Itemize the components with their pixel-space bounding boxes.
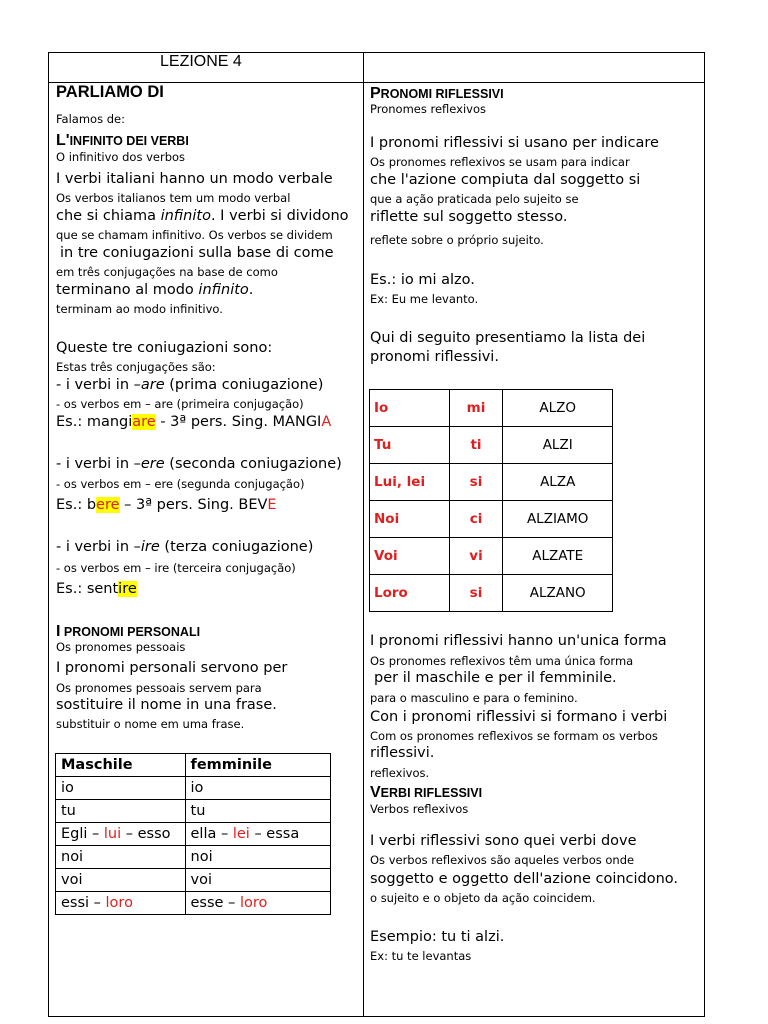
- header-maschile: Maschile: [56, 754, 186, 777]
- subject-pronoun: Io: [370, 390, 450, 427]
- table-row: [56, 800, 331, 823]
- verb-form: ALZO: [503, 390, 613, 427]
- cell-maschile: voi: [56, 869, 186, 892]
- reflexive-pronoun: ti: [449, 427, 503, 464]
- coniugazioni-intro-pt: Estas três conjugações são:: [56, 360, 216, 374]
- riflessivi-example-it: Es.: io mi alzo.: [370, 272, 475, 288]
- section-heading: PARLIAMO DI: [56, 83, 164, 101]
- lesson-title: LEZIONE 4: [160, 53, 242, 70]
- reflexive-pronoun: mi: [449, 390, 503, 427]
- forma-line2-pt: para o masculino e para o feminino.: [370, 691, 578, 705]
- second-example: Es.: bere – 3ª pers. Sing. BEVE: [56, 497, 277, 513]
- reflexive-pronoun: vi: [449, 538, 503, 575]
- verbi-line2-pt: o sujeito e o objeto da ação coincidem.: [370, 891, 596, 905]
- header-femminile: femminile: [185, 754, 330, 777]
- riflessivi-line2-it: che l'azione compiuta dal soggetto si: [370, 172, 641, 188]
- table-row: [56, 777, 331, 800]
- reflexive-pronoun: ci: [449, 501, 503, 538]
- reflexive-row: [370, 464, 613, 501]
- forma-line1-pt: Os pronomes reflexivos têm uma única forma: [370, 654, 634, 668]
- verbi-line2-it: soggetto e oggetto dell'azione coincidono.: [370, 871, 679, 887]
- riflessivi-line3-pt: reflete sobre o próprio sujeito.: [370, 233, 544, 247]
- table-row: [56, 823, 331, 846]
- intro-pt: Falamos de:: [56, 112, 125, 126]
- infinito-line4-pt: terminam ao modo infinitivo.: [56, 302, 223, 316]
- cell-femminile: esse – loro: [185, 892, 330, 915]
- forma-line1-it: I pronomi riflessivi hanno un'unica forma: [370, 633, 667, 649]
- table-header-row: [56, 754, 331, 777]
- first-example: Es.: mangiare - 3ª pers. Sing. MANGIA: [56, 414, 332, 430]
- verb-form: ALZA: [503, 464, 613, 501]
- first-coniugazione-it: - i verbi in –are (prima coniugazione): [56, 377, 324, 393]
- cell-maschile: essi – loro: [56, 892, 186, 915]
- riflessivi-title: PRONOMI RIFLESSIVI: [370, 85, 504, 102]
- infinito-line2-it: che si chiama infinito. I verbi si dividono: [56, 208, 349, 224]
- riflessivi-line3-it: riflette sul soggetto stesso.: [370, 209, 568, 225]
- infinito-line1-it: I verbi italiani hanno un modo verbale: [56, 171, 333, 187]
- coniugazioni-intro-it: Queste tre coniugazioni sono:: [56, 340, 273, 356]
- cell-femminile: voi: [185, 869, 330, 892]
- reflexive-row: [370, 427, 613, 464]
- reflexive-row: [370, 501, 613, 538]
- verb-form: ALZIAMO: [503, 501, 613, 538]
- subject-pronoun: Loro: [370, 575, 450, 612]
- reflexive-pronoun: si: [449, 575, 503, 612]
- riflessivi-table: [369, 389, 613, 612]
- first-coniugazione-pt: - os verbos em – are (primeira conjugação): [56, 397, 304, 411]
- infinito-line3-it: in tre coniugazioni sulla base di come: [60, 245, 334, 261]
- verbi-example-it: Esempio: tu ti alzi.: [370, 929, 505, 945]
- personali-title-pt: Os pronomes pessoais: [56, 640, 186, 654]
- subject-pronoun: Voi: [370, 538, 450, 575]
- subject-pronoun: Tu: [370, 427, 450, 464]
- table-row: [56, 892, 331, 915]
- verbi-title: VERBI RIFLESSIVI: [370, 784, 483, 801]
- personali-table: [55, 753, 331, 915]
- third-example: Es.: sentire: [56, 581, 137, 597]
- verbi-line1-pt: Os verbos reflexivos são aqueles verbos onde: [370, 853, 635, 867]
- subject-pronoun: Noi: [370, 501, 450, 538]
- infinito-line4-it: terminano al modo infinito.: [56, 282, 254, 298]
- third-coniugazione-pt: - os verbos em – ire (terceira conjugação): [56, 561, 296, 575]
- infinito-line1-pt: Os verbos italianos tem um modo verbal: [56, 191, 291, 205]
- cell-maschile: Egli – lui – esso: [56, 823, 186, 846]
- forma-line3-it: Con i pronomi riflessivi si formano i verbi: [370, 709, 668, 725]
- forma-line2-it: per il maschile e per il femminile.: [374, 670, 617, 686]
- cell-maschile: io: [56, 777, 186, 800]
- subject-pronoun: Lui, lei: [370, 464, 450, 501]
- riflessivi-line1-it: I pronomi riflessivi si usano per indicare: [370, 135, 659, 151]
- cell-femminile: noi: [185, 846, 330, 869]
- forma-line3-pt: Com os pronomes reflexivos se formam os verbos: [370, 729, 658, 743]
- reflexive-pronoun: si: [449, 464, 503, 501]
- second-coniugazione-it: - i verbi in –ere (seconda coniugazione): [56, 456, 342, 472]
- verb-form: ALZI: [503, 427, 613, 464]
- riflessivi-title-pt: Pronomes reflexivos: [370, 102, 486, 116]
- table-row: [56, 846, 331, 869]
- personali-title: I PRONOMI PERSONALI: [56, 623, 201, 640]
- verbi-example-pt: Ex: tu te levantas: [370, 949, 472, 963]
- forma-line4-it: riflessivi.: [370, 745, 435, 761]
- verbi-title-pt: Verbos reflexivos: [370, 802, 469, 816]
- cell-maschile: noi: [56, 846, 186, 869]
- riflessivi-example-pt: Ex: Eu me levanto.: [370, 292, 479, 306]
- infinito-title-pt: O infinitivo dos verbos: [56, 150, 186, 164]
- second-coniugazione-pt: - os verbos em – ere (segunda conjugação): [56, 477, 305, 491]
- cell-femminile: ella – lei – essa: [185, 823, 330, 846]
- table-row: [56, 869, 331, 892]
- personali-line2-it: sostituire il nome in una frase.: [56, 697, 277, 713]
- forma-line4-pt: reflexivos.: [370, 766, 430, 780]
- third-coniugazione-it: - i verbi in –ire (terza coniugazione): [56, 539, 314, 555]
- infinito-line3-pt: em três conjugações na base de como: [56, 265, 278, 279]
- riflessivi-list-intro-1: Qui di seguito presentiamo la lista dei: [370, 330, 646, 346]
- reflexive-row: [370, 575, 613, 612]
- verb-form: ALZANO: [503, 575, 613, 612]
- reflexive-row: [370, 538, 613, 575]
- riflessivi-list-intro-2: pronomi riflessivi.: [370, 349, 499, 365]
- cell-femminile: tu: [185, 800, 330, 823]
- riflessivi-line2-pt: que a ação praticada pelo sujeito se: [370, 192, 579, 206]
- verbi-line1-it: I verbi riflessivi sono quei verbi dove: [370, 833, 637, 849]
- personali-line2-pt: substituir o nome em uma frase.: [56, 717, 245, 731]
- personali-line1-it: I pronomi personali servono per: [56, 660, 288, 676]
- cell-maschile: tu: [56, 800, 186, 823]
- infinito-line2-pt: que se chamam infinitivo. Os verbos se dividem: [56, 228, 333, 242]
- reflexive-row: [370, 390, 613, 427]
- riflessivi-line1-pt: Os pronomes reflexivos se usam para indicar: [370, 155, 630, 169]
- column-divider: [363, 52, 364, 1017]
- personali-line1-pt: Os pronomes pessoais servem para: [56, 681, 262, 695]
- cell-femminile: io: [185, 777, 330, 800]
- infinito-title: L'INFINITO DEI VERBI: [56, 132, 189, 149]
- verb-form: ALZATE: [503, 538, 613, 575]
